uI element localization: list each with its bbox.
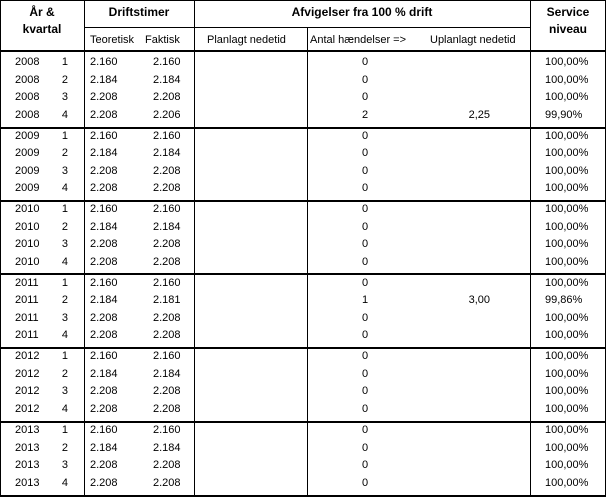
subheader-antal: Antal hændelser => (310, 34, 407, 46)
service-cell: 100,00% (545, 424, 589, 436)
antal-cell: 0 (361, 238, 369, 250)
teoretisk-cell: 2.208 (90, 165, 118, 177)
table-row (0, 292, 606, 308)
quarter-cell: 4 (61, 256, 68, 268)
year-cell: 2012 (15, 368, 40, 380)
service-cell: 100,00% (545, 165, 589, 177)
antal-cell: 0 (361, 147, 369, 159)
service-cell: 100,00% (545, 130, 589, 142)
year-cell: 2013 (15, 424, 40, 436)
year-cell: 2012 (15, 385, 40, 397)
teoretisk-cell: 2.160 (90, 350, 118, 362)
antal-cell: 0 (361, 477, 369, 489)
antal-cell: 0 (361, 165, 369, 177)
service-cell: 100,00% (545, 182, 589, 194)
year-cell: 2010 (15, 221, 40, 233)
table-row (0, 219, 606, 235)
teoretisk-cell: 2.208 (90, 403, 118, 415)
teoretisk-cell: 2.184 (90, 442, 118, 454)
table-row (0, 275, 606, 291)
header-driftstimer: Driftstimer (84, 4, 194, 22)
antal-cell: 0 (361, 256, 369, 268)
service-cell: 100,00% (545, 312, 589, 324)
faktisk-cell: 2.208 (153, 329, 181, 341)
teoretisk-cell: 2.160 (90, 277, 118, 289)
quarter-cell: 1 (61, 203, 68, 215)
year-cell: 2011 (15, 312, 39, 324)
quarter-cell: 3 (61, 238, 68, 250)
year-cell: 2008 (15, 56, 40, 68)
service-cell: 100,00% (545, 91, 589, 103)
quarter-cell: 1 (61, 56, 68, 68)
quarter-cell: 4 (61, 109, 68, 121)
year-cell: 2008 (15, 109, 40, 121)
teoretisk-cell: 2.208 (90, 256, 118, 268)
quarter-cell: 3 (61, 312, 68, 324)
faktisk-cell: 2.184 (153, 74, 181, 86)
teoretisk-cell: 2.160 (90, 203, 118, 215)
teoretisk-cell: 2.208 (90, 109, 118, 121)
teoretisk-cell: 2.208 (90, 477, 118, 489)
teoretisk-cell: 2.184 (90, 74, 118, 86)
quarter-cell: 3 (61, 459, 68, 471)
faktisk-cell: 2.208 (153, 91, 181, 103)
faktisk-cell: 2.208 (153, 385, 181, 397)
rule-top (0, 0, 606, 1)
quarter-cell: 3 (61, 385, 68, 397)
faktisk-cell: 2.184 (153, 147, 181, 159)
year-cell: 2013 (15, 442, 40, 454)
header-year-line: År & (29, 5, 55, 19)
teoretisk-cell: 2.184 (90, 368, 118, 380)
table-row (0, 145, 606, 161)
faktisk-cell: 2.160 (153, 130, 181, 142)
table-row (0, 163, 606, 179)
quarter-cell: 2 (61, 147, 68, 159)
subheader-planlagt: Planlagt nedetid (207, 34, 286, 46)
table-row (0, 128, 606, 144)
header-service (530, 4, 606, 46)
antal-cell: 0 (361, 385, 369, 397)
teoretisk-cell: 2.208 (90, 182, 118, 194)
antal-cell: 0 (361, 56, 369, 68)
table-row (0, 310, 606, 326)
uplanlagt-cell: 3,00 (468, 294, 490, 306)
antal-cell: 0 (361, 424, 369, 436)
service-cell: 100,00% (545, 256, 589, 268)
rule-bottom (0, 495, 606, 497)
service-cell: 99,90% (545, 109, 583, 121)
faktisk-cell: 2.160 (153, 277, 181, 289)
table-row (0, 89, 606, 105)
year-cell: 2011 (15, 294, 39, 306)
quarter-cell: 3 (61, 165, 68, 177)
service-cell: 100,00% (545, 147, 589, 159)
service-cell: 100,00% (545, 442, 589, 454)
quarter-cell: 1 (61, 350, 68, 362)
faktisk-cell: 2.184 (153, 368, 181, 380)
header-afvigelser: Afvigelser fra 100 % drift (194, 4, 530, 22)
year-cell: 2011 (15, 277, 39, 289)
service-cell: 100,00% (545, 238, 589, 250)
service-cell: 100,00% (545, 459, 589, 471)
faktisk-cell: 2.208 (153, 477, 181, 489)
antal-cell: 0 (361, 350, 369, 362)
antal-cell: 0 (361, 368, 369, 380)
quarter-cell: 1 (61, 130, 68, 142)
year-cell: 2013 (15, 477, 40, 489)
teoretisk-cell: 2.208 (90, 91, 118, 103)
faktisk-cell: 2.184 (153, 221, 181, 233)
quarter-cell: 4 (61, 403, 68, 415)
year-cell: 2011 (15, 329, 39, 341)
teoretisk-cell: 2.184 (90, 147, 118, 159)
year-cell: 2010 (15, 238, 40, 250)
subheader-uplanlagt: Uplanlagt nedetid (430, 34, 516, 46)
header-year-quarter (0, 4, 84, 46)
teoretisk-cell: 2.208 (90, 312, 118, 324)
quarter-cell: 2 (61, 442, 68, 454)
antal-cell: 0 (361, 312, 369, 324)
table-row (0, 201, 606, 217)
faktisk-cell: 2.208 (153, 256, 181, 268)
antal-cell: 0 (361, 403, 369, 415)
uplanlagt-cell: 2,25 (468, 109, 490, 121)
antal-cell: 0 (361, 130, 369, 142)
faktisk-cell: 2.206 (153, 109, 181, 121)
antal-cell: 0 (361, 74, 369, 86)
year-cell: 2012 (15, 350, 40, 362)
faktisk-cell: 2.208 (153, 182, 181, 194)
table-row (0, 383, 606, 399)
table-row (0, 348, 606, 364)
teoretisk-cell: 2.160 (90, 130, 118, 142)
table-row (0, 254, 606, 270)
faktisk-cell: 2.208 (153, 459, 181, 471)
service-cell: 100,00% (545, 74, 589, 86)
faktisk-cell: 2.208 (153, 165, 181, 177)
header-quarter-line: kvartal (22, 22, 62, 36)
teoretisk-cell: 2.160 (90, 424, 118, 436)
faktisk-cell: 2.181 (153, 294, 181, 306)
year-cell: 2009 (15, 147, 40, 159)
service-cell: 100,00% (545, 385, 589, 397)
service-cell: 99,86% (545, 294, 583, 306)
faktisk-cell: 2.208 (153, 312, 181, 324)
table-row (0, 475, 606, 491)
antal-cell: 0 (361, 221, 369, 233)
year-cell: 2009 (15, 165, 40, 177)
teoretisk-cell: 2.208 (90, 385, 118, 397)
table-row (0, 236, 606, 252)
teoretisk-cell: 2.160 (90, 56, 118, 68)
quarter-cell: 2 (61, 221, 68, 233)
table-row (0, 180, 606, 196)
year-cell: 2012 (15, 403, 40, 415)
year-cell: 2009 (15, 182, 40, 194)
faktisk-cell: 2.184 (153, 442, 181, 454)
faktisk-cell: 2.208 (153, 403, 181, 415)
service-cell: 100,00% (545, 350, 589, 362)
table-row (0, 440, 606, 456)
quarter-cell: 2 (61, 74, 68, 86)
year-cell: 2010 (15, 203, 40, 215)
antal-cell: 1 (361, 294, 369, 306)
antal-cell: 0 (361, 203, 369, 215)
service-cell: 100,00% (545, 56, 589, 68)
quarter-cell: 3 (61, 91, 68, 103)
quarter-cell: 4 (61, 477, 68, 489)
quarter-cell: 4 (61, 182, 68, 194)
faktisk-cell: 2.160 (153, 56, 181, 68)
subheader-teoretisk: Teoretisk (90, 34, 135, 46)
faktisk-cell: 2.208 (153, 238, 181, 250)
quarter-cell: 1 (61, 424, 68, 436)
service-cell: 100,00% (545, 329, 589, 341)
subheader-faktisk: Faktisk (145, 34, 180, 46)
table-row (0, 54, 606, 70)
faktisk-cell: 2.160 (153, 350, 181, 362)
year-cell: 2009 (15, 130, 40, 142)
year-cell: 2008 (15, 91, 40, 103)
faktisk-cell: 2.160 (153, 203, 181, 215)
table-row (0, 327, 606, 343)
table-row (0, 107, 606, 123)
table-row (0, 422, 606, 438)
header-service-line2: niveau (548, 22, 587, 36)
teoretisk-cell: 2.208 (90, 238, 118, 250)
antal-cell: 0 (361, 91, 369, 103)
teoretisk-cell: 2.184 (90, 221, 118, 233)
table-row (0, 401, 606, 417)
table-row (0, 366, 606, 382)
year-cell: 2013 (15, 459, 40, 471)
table-row (0, 457, 606, 473)
quarter-cell: 1 (61, 277, 68, 289)
service-cell: 100,00% (545, 403, 589, 415)
faktisk-cell: 2.160 (153, 424, 181, 436)
antal-cell: 2 (361, 109, 369, 121)
quarter-cell: 2 (61, 294, 68, 306)
year-cell: 2008 (15, 74, 40, 86)
teoretisk-cell: 2.208 (90, 459, 118, 471)
antal-cell: 0 (361, 182, 369, 194)
antal-cell: 0 (361, 442, 369, 454)
service-cell: 100,00% (545, 368, 589, 380)
year-cell: 2010 (15, 256, 40, 268)
antal-cell: 0 (361, 329, 369, 341)
service-cell: 100,00% (545, 477, 589, 489)
antal-cell: 0 (361, 277, 369, 289)
service-cell: 100,00% (545, 203, 589, 215)
teoretisk-cell: 2.208 (90, 329, 118, 341)
rule-header-bottom (0, 50, 606, 52)
service-cell: 100,00% (545, 221, 589, 233)
quarter-cell: 4 (61, 329, 68, 341)
header-service-line1: Service (546, 5, 590, 19)
teoretisk-cell: 2.184 (90, 294, 118, 306)
antal-cell: 0 (361, 459, 369, 471)
quarter-cell: 2 (61, 368, 68, 380)
table-row (0, 72, 606, 88)
service-cell: 100,00% (545, 277, 589, 289)
